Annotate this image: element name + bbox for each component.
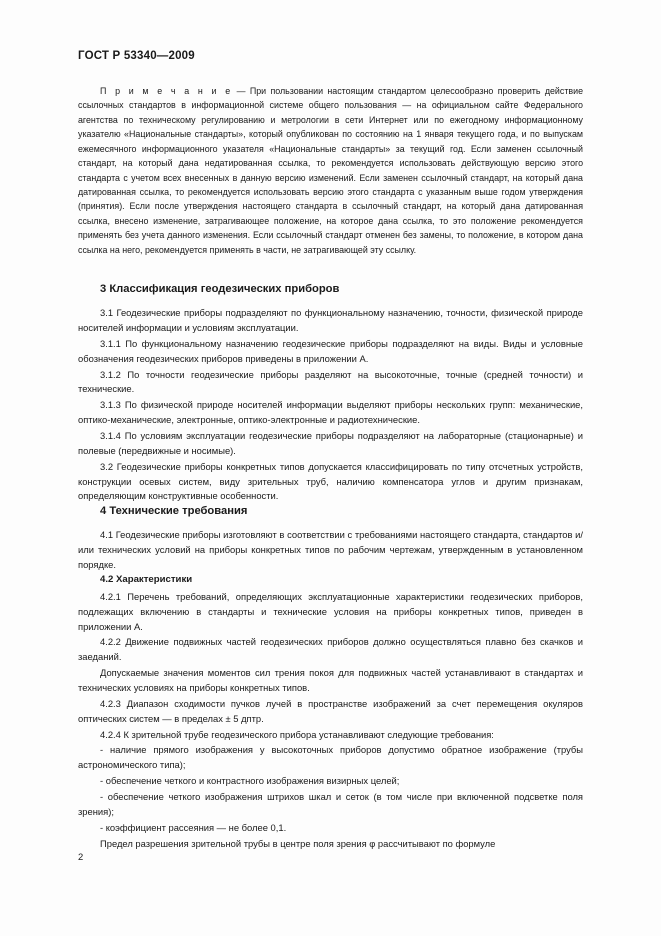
paragraph-4-2-2: 4.2.2 Движение подвижных частей геодезических приборов должно осуществляться плавно без скачков и заеданий. xyxy=(78,636,583,663)
paragraph-3-1-2: 3.1.2 По точности геодезические приборы разделяют на высокоточные, точные (средней точности) и технические. xyxy=(78,368,583,395)
page-number: 2 xyxy=(78,851,84,862)
paragraph-4-2-4: 4.2.4 К зрительной трубе геодезического прибора устанавливают следующие требования: xyxy=(100,728,494,740)
list-item-dash-2: - обеспечение четкого и контрастного изображения визирных целей; xyxy=(100,775,400,787)
page-content xyxy=(78,50,583,852)
section-heading-4: 4 Технические требования xyxy=(100,505,248,518)
list-item-dash-4: - коэффициент рассеяния — не более 0,1. xyxy=(100,821,287,833)
note-text: — При пользовании настоящим стандартом целесообразно проверить действие ссылочных стандартов в информационной системе общего пользования — на официальном сайте Федерального агентства по техническому регулированию и метрологии в сети Интернет или по ежегодному информационному указателю «Национальные стандарты», который опубликован по состоянию на 1 января текущего года, и по выпускам ежемесячного информационного указателя «Национальные стандарты» за текущий год. Если заменен ссылочный стандарт, на который дана недатированная ссылка, то рекомендуется использовать действующую версию этого стандарта с учетом всех внесенных в данную версию изменений. Если заменен ссылочный стандарт, на который дана датированная ссылка, то рекомендуется использовать версию этого стандарта с указанным выше годом утверждения (принятия). Если после утверждения настоящего стандарта в ссылочный стандарт, на который дана датированная ссылка, внесено изменение, затрагивающее положение, на которое дана ссылка, то это положение рекомендуется применять без учета данного изменения. Если ссылочный стандарт отменен без замены, то положение, в котором дана ссылка на него, рекомендуется применять в части, не затрагивающей эту ссылку. xyxy=(78,86,584,255)
paragraph-3-1-3: 3.1.3 По физической природе носителей информации выделяют приборы нескольких групп: механические, оптико-механические, электронные, оптико-электронные и радиотехнические. xyxy=(78,399,583,426)
paragraph-3-2: 3.2 Геодезические приборы конкретных типов допускается классифицировать по типу отсчетных устройств, конструкции осевых систем, виду зрительных труб, наличию компенсатора углов и другим признакам, определяющим конструктивные особенности. xyxy=(78,460,583,502)
note-label: П р и м е ч а н и е xyxy=(100,86,233,96)
paragraph-3-1: 3.1 Геодезические приборы подразделяют по функциональному назначению, точности, физической природе носителей информации и условиям эксплуатации. xyxy=(78,307,583,333)
standard-number-header: ГОСТ Р 53340—2009 xyxy=(78,50,195,62)
paragraph-4-2-1: 4.2.1 Перечень требований, определяющих эксплуатационные характеристики геодезических приборов, подлежащих включению в стандарты и технические условия на приборы конкретных типов, приведен в приложении А. xyxy=(78,590,583,632)
paragraph-3-1-1: 3.1.1 По функциональному назначению геодезические приборы подразделяют на виды. Виды и условные обозначения геодезических приборов приведены в приложении А. xyxy=(78,337,583,364)
paragraph-4-2-2-note: Допускаемые значения моментов сил трения покоя для подвижных частей устанавливают в стандартах и технических условиях на приборы конкретных типов. xyxy=(78,667,583,693)
paragraph-formula-intro: Предел разрешения зрительной трубы в центре поля зрения φ рассчитывают по формуле xyxy=(100,837,496,849)
paragraph-3-1-4: 3.1.4 По условиям эксплуатации геодезические приборы подразделяют на лабораторные (стационарные) и полевые (передвижные и носимые). xyxy=(78,429,583,456)
section-heading-3: 3 Классификация геодезических приборов xyxy=(100,283,340,296)
paragraph-4-1: 4.1 Геодезические приборы изготовляют в соответствии с требованиями настоящего стандарта, стандартов и/или технических условий на приборы конкретных типов по рабочим чертежам, утвержденным в установленном порядке. xyxy=(78,529,583,570)
subsection-heading-4-2: 4.2 Характеристики xyxy=(100,573,193,585)
list-item-dash-3: - обеспечение четкого изображения штрихов шкал и сеток (в том числе при включенной подсветке поля зрения); xyxy=(78,790,583,817)
paragraph-4-2-3: 4.2.3 Диапазон сходимости пучков лучей в пространстве изображений за счет перемещения окуляров оптических систем — в пределах ± 5 дптр. xyxy=(78,697,583,724)
list-item-dash-1: - наличие прямого изображения у высокоточных приборов допустимо обратное изображение (трубы астрономического типа); xyxy=(78,744,583,771)
note-block xyxy=(78,84,583,257)
